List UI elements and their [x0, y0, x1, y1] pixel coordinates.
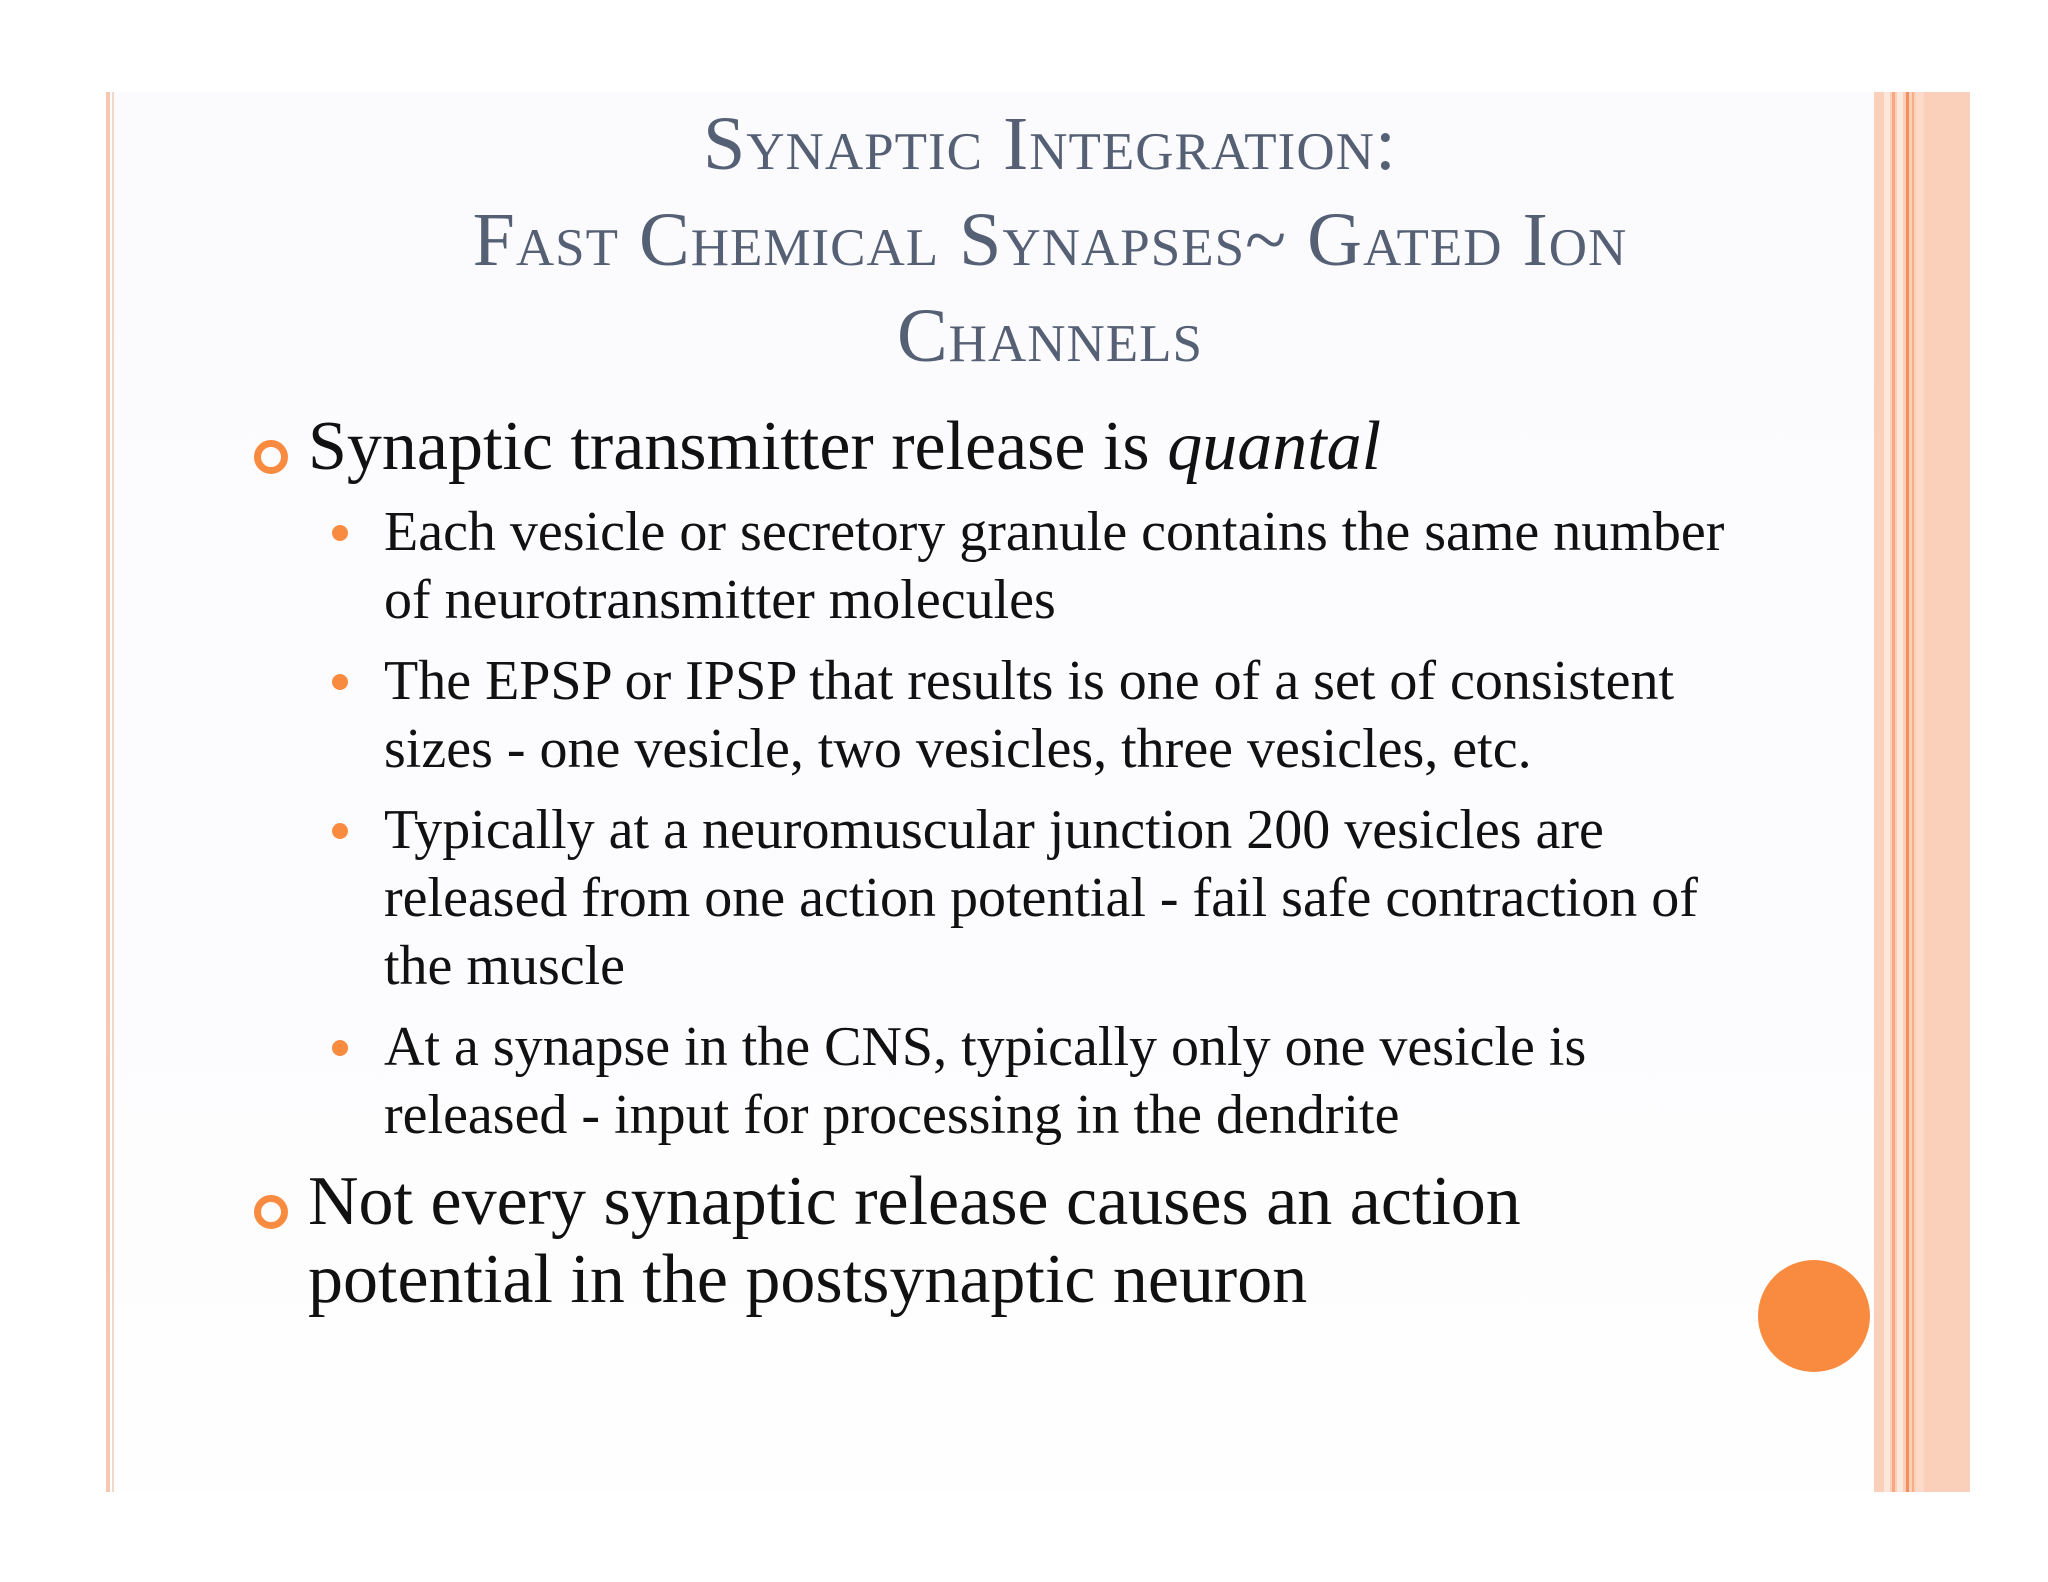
right-band-stripe: [1892, 92, 1895, 1492]
right-band-stripe: [1884, 92, 1890, 1492]
bullet-text: Synaptic transmitter release is: [308, 408, 1168, 485]
slide-content: [250, 408, 1780, 1319]
dot-bullet-icon: [332, 525, 348, 541]
title-line-1: Synaptic Integration:: [703, 102, 1397, 186]
left-border-line: [106, 92, 110, 1492]
dot-bullet-icon: [332, 823, 348, 839]
sub-bullet-list: [250, 498, 1780, 1149]
ring-bullet-icon: [254, 440, 288, 474]
title-line-3: Channels: [896, 294, 1204, 378]
dot-bullet-icon: [332, 674, 348, 690]
left-border-line-inner: [112, 92, 114, 1492]
sub-bullet-text: The EPSP or IPSP that results is one of a set of consistent sizes - one vesicle, two vesicles, three vesicles, etc.: [384, 650, 1674, 780]
sub-bullet-text: Typically at a neuromuscular junction 200 vesicles are released from one action potential - fail safe contraction of the muscle: [384, 799, 1698, 997]
bullet-level-2: [250, 796, 1780, 1000]
sub-bullet-text: At a synapse in the CNS, typically only one vesicle is released - input for processing in the dendrite: [384, 1016, 1587, 1146]
bullet-emphasis: quantal: [1167, 408, 1382, 485]
right-band-stripe: [1912, 92, 1914, 1492]
bullet-text: Not every synaptic release causes an action potential in the postsynaptic neuron: [308, 1163, 1521, 1318]
dot-bullet-icon: [332, 1040, 348, 1056]
bullet-level-1: [250, 1163, 1780, 1319]
right-band-stripe: [1906, 92, 1909, 1492]
slide-title: [230, 96, 1870, 384]
sub-bullet-text: Each vesicle or secretory granule contains the same number of neurotransmitter molecules: [384, 501, 1725, 631]
bullet-level-1: [250, 408, 1780, 486]
title-line-2: Fast Chemical Synapses~ Gated Ion: [472, 198, 1628, 282]
bullet-level-2: [250, 1013, 1780, 1149]
right-band-stripe: [1897, 92, 1903, 1492]
bullet-level-2: [250, 498, 1780, 634]
ring-bullet-icon: [254, 1195, 288, 1229]
bullet-level-2: [250, 647, 1780, 783]
right-band-stripe: [1916, 92, 1924, 1492]
